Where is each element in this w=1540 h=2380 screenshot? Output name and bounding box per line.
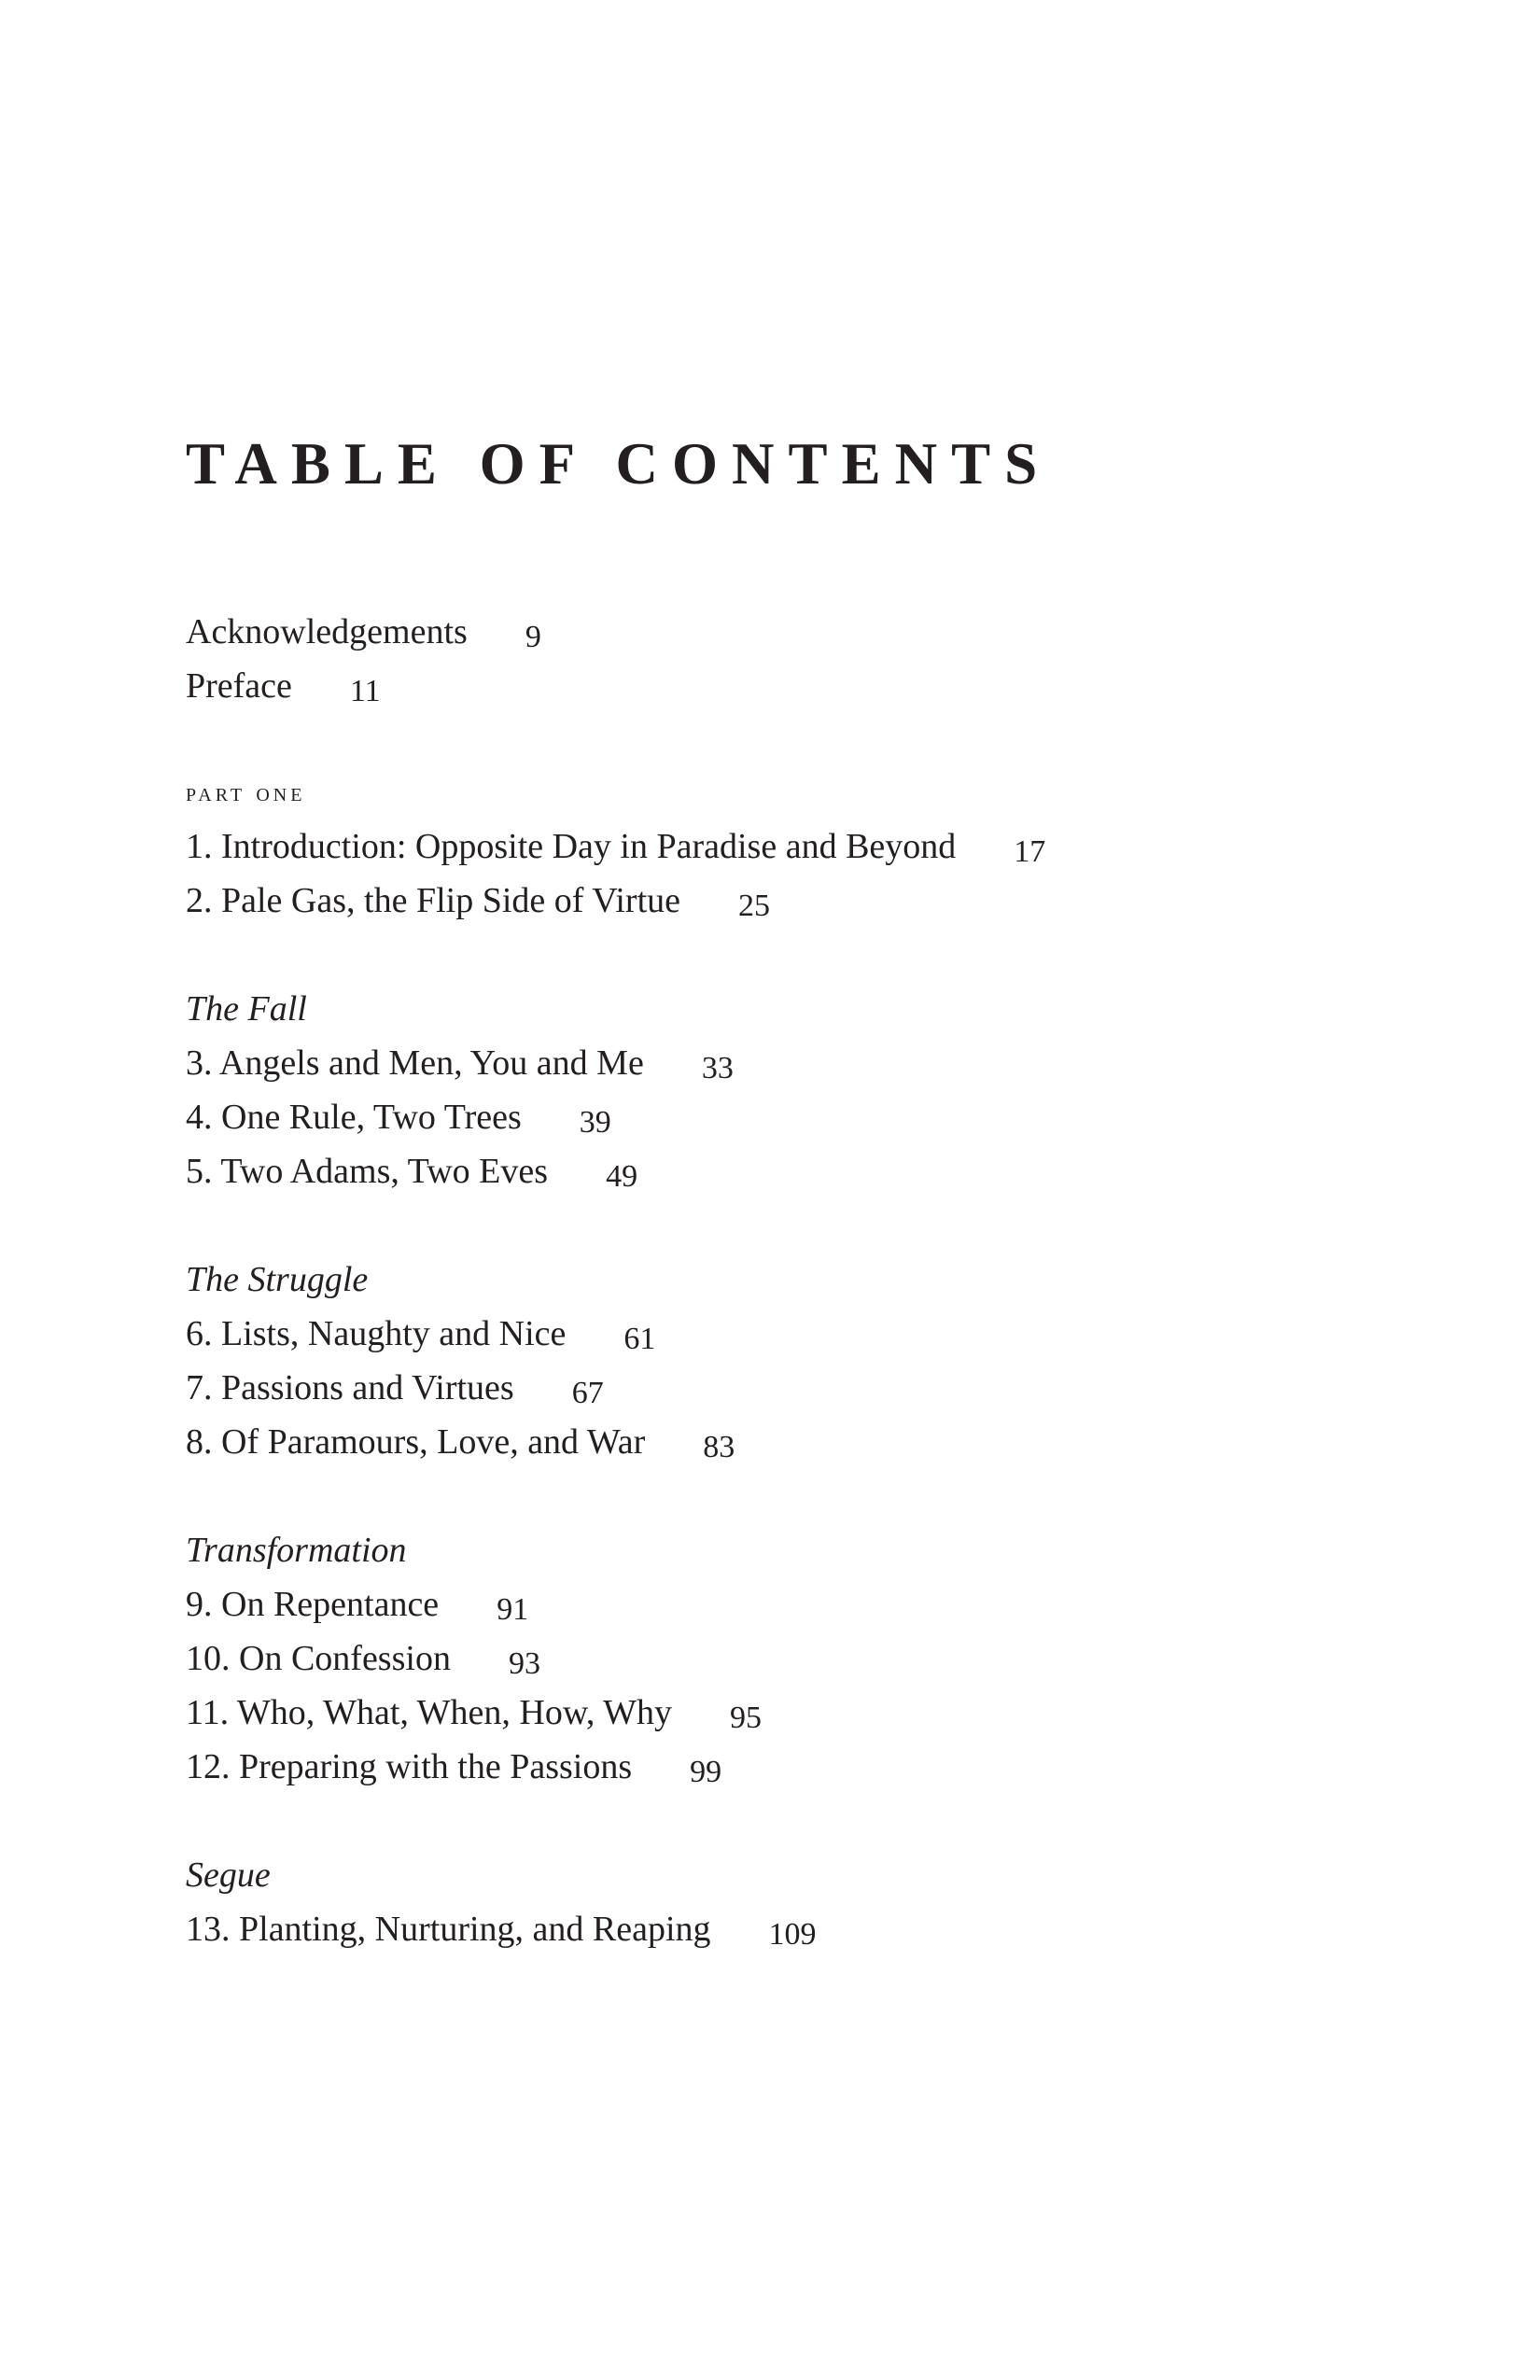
section-transformation — [186, 1523, 1399, 1794]
section-heading: Transformation — [186, 1531, 407, 1570]
toc-entry-chapter-9[interactable] — [186, 1577, 1399, 1631]
toc-entry-page-number: 33 — [701, 1051, 734, 1085]
toc-entry-page-number: 61 — [623, 1322, 656, 1356]
section-the-fall — [186, 982, 1399, 1198]
toc-entry-label: 7. Passions and Virtues — [186, 1368, 514, 1407]
toc-entry-label: 11. Who, What, When, How, Why — [186, 1693, 673, 1732]
toc-entry-chapter-12[interactable] — [186, 1740, 1399, 1794]
toc-entry-label: 13. Planting, Nurturing, and Reaping — [186, 1910, 711, 1949]
toc-entry-chapter-7[interactable] — [186, 1361, 1399, 1415]
toc-entry-page-number: 83 — [703, 1430, 735, 1464]
toc-entry-chapter-6[interactable] — [186, 1307, 1399, 1361]
toc-entry-page-number: 95 — [730, 1701, 763, 1735]
toc-entry-chapter-11[interactable] — [186, 1686, 1399, 1740]
toc-entry-page-number: 49 — [606, 1159, 638, 1194]
toc-entry-page-number: 9 — [525, 620, 541, 654]
part-heading: part one — [186, 777, 306, 807]
toc-entry-page-number: 11 — [349, 674, 381, 708]
toc-entry-chapter-13[interactable] — [186, 1902, 1399, 1956]
section-heading: Segue — [186, 1855, 271, 1895]
toc-entry-preface[interactable] — [186, 659, 1399, 713]
toc-entry-page-number: 25 — [738, 889, 771, 923]
toc-entry-label: 9. On Repentance — [186, 1585, 440, 1624]
toc-entry-chapter-8[interactable] — [186, 1415, 1399, 1469]
toc-entry-page-number: 99 — [690, 1755, 722, 1789]
front-matter-list — [186, 605, 1399, 713]
toc-entry-label: 2. Pale Gas, the Flip Side of Virtue — [186, 881, 681, 920]
toc-entry-chapter-4[interactable] — [186, 1090, 1399, 1144]
part-one-group — [186, 765, 1399, 928]
toc-entry-chapter-5[interactable] — [186, 1144, 1399, 1198]
toc-entry-label: 6. Lists, Naughty and Nice — [186, 1314, 567, 1353]
toc-entry-acknowledgements[interactable] — [186, 605, 1399, 659]
page-title: TABLE OF CONTENTS — [186, 431, 1052, 497]
toc-entry-label: 5. Two Adams, Two Eves — [186, 1152, 549, 1191]
toc-entry-chapter-2[interactable] — [186, 874, 1399, 928]
toc-entry-chapter-3[interactable] — [186, 1036, 1399, 1090]
toc-entry-page-number: 93 — [508, 1646, 540, 1681]
section-the-struggle — [186, 1253, 1399, 1469]
toc-entry-chapter-10[interactable] — [186, 1631, 1399, 1686]
toc-entry-label: Preface — [186, 666, 292, 706]
toc-entry-label: 1. Introduction: Opposite Day in Paradise and Beyond — [186, 827, 957, 866]
toc-entry-page-number: 109 — [768, 1917, 817, 1952]
toc-entry-chapter-1[interactable] — [186, 819, 1399, 874]
toc-entry-label: 10. On Confession — [186, 1639, 451, 1678]
toc-entry-label: 8. Of Paramours, Love, and War — [186, 1422, 646, 1462]
toc-entry-label: 12. Preparing with the Passions — [186, 1747, 633, 1786]
toc-entry-label: 3. Angels and Men, You and Me — [186, 1043, 644, 1083]
toc-entry-page-number: 17 — [1014, 834, 1046, 869]
section-segue — [186, 1848, 1399, 1956]
toc-entry-label: Acknowledgements — [186, 612, 468, 651]
toc-entry-page-number: 39 — [579, 1105, 611, 1140]
toc-entry-label: 4. One Rule, Two Trees — [186, 1098, 522, 1137]
section-heading: The Struggle — [186, 1260, 369, 1299]
toc-entry-page-number: 67 — [571, 1376, 604, 1410]
section-heading: The Fall — [186, 989, 307, 1029]
toc-entry-page-number: 91 — [497, 1592, 529, 1627]
toc-page — [186, 431, 1399, 1956]
